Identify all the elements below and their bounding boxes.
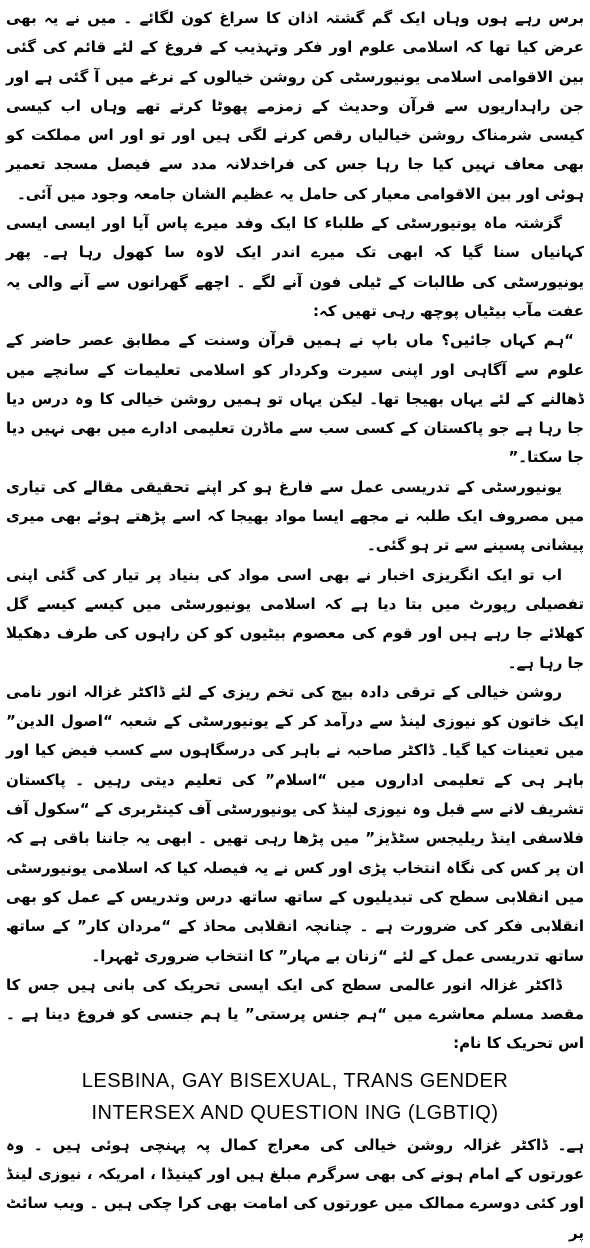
paragraph-closing: ہے۔ ڈاکٹر غزالہ روشن خیالی کی معراج کمال پہ پہنچی ہوئی ہیں ۔ وہ عورتوں کے امام ہونے کی بھی سرگرم مبلغ ہیں اور کینیڈا ، امریکہ ، نیوزی لینڈ اور کئی دوسرے ممالک میں عورتوں کی امامت بھی کرا چکی ہیں ۔ ویب سائٹ پر [6, 1135, 584, 1242]
paragraph-movement: ڈاکٹر غزالہ انور عالمی سطح کی ایک ایسی تحریک کی بانی ہیں جس کا مقصد مسلم معاشرے میں “ہم جنس پرستی” یا ہم جنسی کو فروغ دینا ہے ۔ اس تحریک کا نام: [6, 975, 584, 1053]
paragraph-students-quote: “ہم کہاں جائیں؟ ماں باپ نے ہمیں قرآن وسنت کے مطابق عصر حاضر کے علوم سے آگاہی اور اپنی سیرت وکردار کو اسلامی تعلیمات کے سانچے میں ڈھالنے کے لئے یہاں بھیجا تھا۔ لیکن یہاں تو ہمیں روشن خیالی کا وہ درس دیا جا رہا ہے جو پاکستان کے کسی سب سے ماڈرن تعلیمی ادارے میں بھی نہیں دیا جا سکتا۔” [6, 331, 584, 467]
article-body [6, 4, 584, 1059]
paragraph-english-newspaper: اب تو ایک انگریزی اخبار نے بھی اسی مواد کی بنیاد پر تیار کی گئی اپنی تفصیلی رپورٹ میں بتا دیا ہے کہ اسلامی یونیورسٹی میں کیسے کیسے گل کھلائے جا رہے ہیں اور قوم کی معصوم بیٹیوں کو کن راہوں کی طرف دھکیلا جا رہا ہے۔ [6, 565, 584, 672]
article-closing [6, 1131, 584, 1248]
paragraph-student-delegation: گزشتہ ماہ یونیورسٹی کے طلباء کا ایک وفد میرے پاس آیا اور ایسی ایسی کہانیاں سنا گیا کہ ابھی تک میرے اندر ایک لاوہ سا کھول رہا ہے۔ پھر یونیورسٹی کی طالبات کے ٹیلی فون آنے لگے ۔ اچھے گھرانوں سے آنے والی یہ عفت مآب بیٹیاں پوچھ رہی تھیں کہ: [6, 214, 584, 320]
paragraph-dr-ghazala: روشن خیالی کے ترقی دادہ بیج کی تخم ریزی کے لئے ڈاکٹر غزالہ انور نامی ایک خاتون کو نیوزی لینڈ سے درآمد کر کے یونیورسٹی کے شعبہ “اصول الدین” میں تعینات کیا گیا۔ ڈاکٹر صاحبہ نے باہر کی درسگاہوں سے کسب فیض کیا اور باہر ہی کے تعلیمی اداروں میں “اسلام” کی تعلیم دیتی رہیں ۔ پاکستان تشریف لانے سے قبل وہ نیوزی لینڈ کی یونیورسٹی آف کینٹربری کے “سکول آف فلاسفی اینڈ ریلیجس سٹڈیز” میں پڑھا رہی تھیں ۔ ابھی یہ جاننا باقی ہے کہ ان پر کس کی نگاہ انتخاب پڑی اور کس نے یہ فیصلہ کیا کہ اسلامی یونیورسٹی میں انقلابی سطح کی تبدیلیوں کے ساتھ ساتھ درس وتدریس کے عمل کو بھی انقلابی فکر کی ضرورت ہے ۔ چنانچہ انقلابی محاذ کے “مردان کار” کے ساتھ ساتھ تدریسی عمل کے لئے “زنان بے مہار” کا انتخاب ضروری ٹھہرا۔ [6, 682, 584, 965]
english-heading-line-2: INTERSEX AND QUESTION ING (LGBTIQ) [91, 1101, 499, 1124]
english-heading-line-1: LESBINA, GAY BISEXUAL, TRANS GENDER [81, 1069, 509, 1092]
english-heading [6, 1065, 584, 1129]
paragraph-research-material: یونیورسٹی کے تدریسی عمل سے فارغ ہو کر اپنے تحقیقی مقالے کی تیاری میں مصروف ایک طلبہ نے مجھے ایسا مواد بھیجا کہ اسے پڑھتے ہوئے بھی میری پیشانی پسینے سے تر ہو گئی۔ [6, 477, 584, 555]
paragraph-continuation: برس رہے ہوں وہاں ایک گم گشتہ اذان کا سراغ کون لگائے ۔ میں نے یہ بھی عرض کیا تھا کہ اسلامی علوم اور فکر وتہذیب کے فروغ کے لئے قائم کی گئی بین الاقوامی اسلامی یونیورسٹی کن روشن خیالوں کے نرغے میں آ گئی ہے اور جن راہداریوں سے قرآن وحدیث کے زمزمے پھوٹا کرتے تھے وہاں اب کیسی کیسی شرمناک روشن خیالیاں رقص کرنے لگی ہیں اور تو اور اس مملکت کو بھی معاف نہیں کیا جا رہا جس کی فراخدلانہ مدد سے فیصل مسجد تعمیر ہوئی اور بین الاقوامی معیار کی حامل یہ عظیم الشان جامعہ وجود میں آئی۔ [6, 9, 584, 203]
